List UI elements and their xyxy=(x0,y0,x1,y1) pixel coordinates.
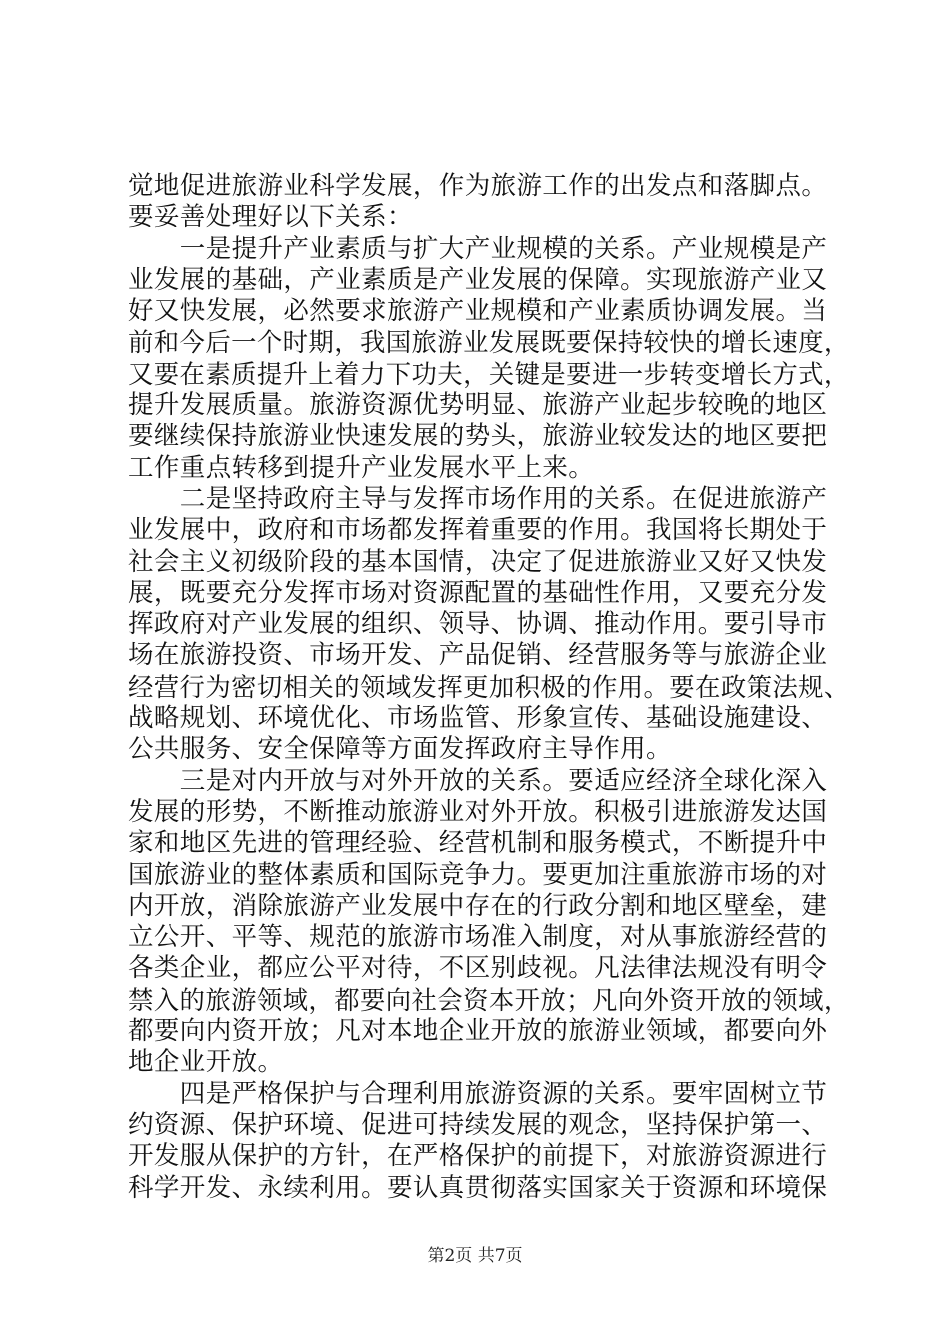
text-line: 家和地区先进的管理经验、经营机制和服务模式，不断提升中 xyxy=(128,828,828,859)
text-line: 约资源、保护环境、促进可持续发展的观念，坚持保护第一、 xyxy=(128,1109,828,1140)
text-line: 地企业开放。 xyxy=(128,1047,284,1078)
text-line: 经营行为密切相关的领域发挥更加积极的作用。要在政策法规、 xyxy=(128,671,850,702)
document-body xyxy=(128,171,848,1204)
text-line: 三是对内开放与对外开放的关系。要适应经济全球化深入 xyxy=(128,765,828,796)
text-line: 前和今后一个时期，我国旅游业发展既要保持较快的增长速度， xyxy=(128,327,850,358)
text-line: 四是严格保护与合理利用旅游资源的关系。要牢固树立节 xyxy=(128,1078,828,1109)
text-line: 立公开、平等、规范的旅游市场准入制度，对从事旅游经营的 xyxy=(128,922,828,953)
text-line: 觉地促进旅游业科学发展，作为旅游工作的出发点和落脚点。 xyxy=(128,171,828,201)
text-line: 展，既要充分发挥市场对资源配置的基础性作用，又要充分发 xyxy=(128,577,828,608)
text-line: 国旅游业的整体素质和国际竞争力。要更加注重旅游市场的对 xyxy=(128,859,828,890)
page-footer: 第2页 共7页 xyxy=(427,1246,523,1266)
text-line: 场在旅游投资、市场开发、产品促销、经营服务等与旅游企业 xyxy=(128,640,828,671)
text-line: 科学开发、永续利用。要认真贯彻落实国家关于资源和环境保 xyxy=(128,1172,828,1203)
text-line: 各类企业，都应公平对待，不区别歧视。凡法律法规没有明令 xyxy=(128,953,828,984)
text-line: 提升发展质量。旅游资源优势明显、旅游产业起步较晚的地区 xyxy=(128,390,828,421)
text-line: 禁入的旅游领域，都要向社会资本开放；凡向外资开放的领域， xyxy=(128,984,850,1015)
text-line: 一是提升产业素质与扩大产业规模的关系。产业规模是产 xyxy=(128,233,828,264)
text-line: 战略规划、环境优化、市场监管、形象宣传、基础设施建设、 xyxy=(128,703,828,734)
text-line: 要继续保持旅游业快速发展的势头，旅游业较发达的地区要把 xyxy=(128,421,828,452)
text-line: 工作重点转移到提升产业发展水平上来。 xyxy=(128,452,595,483)
text-line: 业发展的基础，产业素质是产业发展的保障。实现旅游产业又 xyxy=(128,264,828,295)
text-line: 又要在素质提升上着力下功夫，关键是要进一步转变增长方式， xyxy=(128,358,850,389)
text-line: 开发服从保护的方针，在严格保护的前提下，对旅游资源进行 xyxy=(128,1141,828,1172)
text-line: 好又快发展，必然要求旅游产业规模和产业素质协调发展。当 xyxy=(128,296,828,327)
text-line: 发展的形势，不断推动旅游业对外开放。积极引进旅游发达国 xyxy=(128,796,828,827)
text-line: 社会主义初级阶段的基本国情，决定了促进旅游业又好又快发 xyxy=(128,546,828,577)
text-line: 要妥善处理好以下关系： xyxy=(128,202,413,233)
text-line: 二是坚持政府主导与发挥市场作用的关系。在促进旅游产 xyxy=(128,483,828,514)
text-line: 业发展中，政府和市场都发挥着重要的作用。我国将长期处于 xyxy=(128,515,828,546)
text-line: 都要向内资开放；凡对本地企业开放的旅游业领域，都要向外 xyxy=(128,1016,828,1047)
text-line: 内开放，消除旅游产业发展中存在的行政分割和地区壁垒，建 xyxy=(128,890,828,921)
text-line: 公共服务、安全保障等方面发挥政府主导作用。 xyxy=(128,734,672,765)
text-line: 挥政府对产业发展的组织、领导、协调、推动作用。要引导市 xyxy=(128,609,828,640)
